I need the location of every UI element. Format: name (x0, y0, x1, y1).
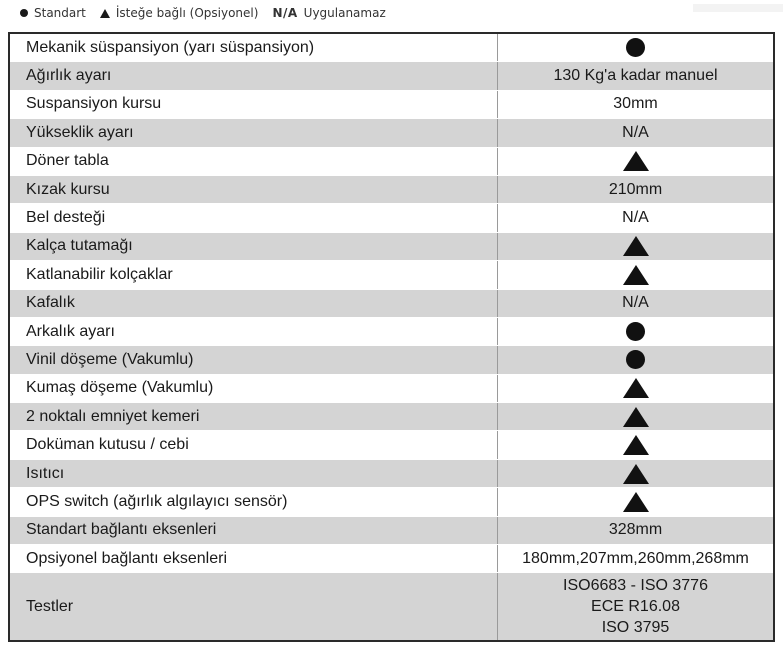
table-row (10, 119, 773, 147)
row-value-text: N/A (622, 123, 649, 141)
triangle-icon (100, 9, 110, 18)
standard-circle-icon (626, 322, 645, 341)
row-label: OPS switch (ağırlık algılayıcı sensör) (10, 488, 498, 515)
row-label: Ağırlık ayarı (10, 62, 498, 89)
table-row (10, 176, 773, 204)
table-row (10, 261, 773, 289)
row-value (498, 403, 773, 430)
spec-table (8, 32, 775, 642)
row-label: Katlanabilir kolçaklar (10, 261, 498, 288)
table-row (10, 488, 773, 516)
table-row (10, 431, 773, 459)
table-row (10, 290, 773, 318)
row-value-line: ISO 3795 (601, 619, 670, 637)
legend-divider (693, 4, 783, 12)
row-value (498, 290, 773, 317)
row-value (498, 460, 773, 487)
table-row (10, 403, 773, 431)
optional-triangle-icon (623, 378, 649, 398)
row-label: Döner tabla (10, 148, 498, 175)
table-row (10, 517, 773, 545)
row-label: Kızak kursu (10, 176, 498, 203)
row-label: Kumaş döşeme (Vakumlu) (10, 375, 498, 402)
row-value-text: N/A (622, 209, 649, 227)
row-value-text: 210mm (608, 180, 663, 198)
row-label: Mekanik süspansiyon (yarı süspansiyon) (10, 34, 498, 61)
row-value (498, 318, 773, 345)
row-label: Suspansiyon kursu (10, 91, 498, 118)
legend-standard (20, 6, 86, 20)
row-label: Yükseklik ayarı (10, 119, 498, 146)
row-value (498, 233, 773, 260)
legend-optional (100, 6, 259, 20)
row-value (498, 204, 773, 231)
row-label: Vinil döşeme (Vakumlu) (10, 346, 498, 373)
circle-icon (20, 9, 28, 17)
optional-triangle-icon (623, 236, 649, 256)
row-label: Bel desteği (10, 204, 498, 231)
row-label: 2 noktalı emniyet kemeri (10, 403, 498, 430)
legend-na-key: N/A (272, 6, 298, 20)
row-value (498, 34, 773, 61)
table-row (10, 573, 773, 640)
row-value-text: 130 Kg'a kadar manuel (553, 67, 718, 85)
row-value (498, 488, 773, 515)
optional-triangle-icon (623, 151, 649, 171)
table-row (10, 91, 773, 119)
row-value (498, 148, 773, 175)
table-row (10, 204, 773, 232)
row-value-text: 328mm (608, 521, 663, 539)
row-value (498, 176, 773, 203)
row-label: Arkalık ayarı (10, 318, 498, 345)
table-row (10, 62, 773, 90)
table-row (10, 318, 773, 346)
row-value (498, 545, 773, 572)
row-label: Opsiyonel bağlantı eksenleri (10, 545, 498, 572)
legend-standard-label: Standart (34, 6, 86, 20)
table-row (10, 34, 773, 62)
row-value (498, 517, 773, 544)
row-value (498, 62, 773, 89)
row-value-text: 30mm (613, 95, 658, 113)
optional-triangle-icon (623, 435, 649, 455)
standard-circle-icon (626, 350, 645, 369)
row-value-line: ISO6683 - ISO 3776 (563, 577, 708, 595)
table-row (10, 148, 773, 176)
row-label: Doküman kutusu / cebi (10, 431, 498, 458)
table-row (10, 233, 773, 261)
row-value (498, 91, 773, 118)
row-value-text: N/A (622, 294, 649, 312)
row-value (498, 261, 773, 288)
row-value-text: 180mm,207mm,260mm,268mm (522, 549, 749, 567)
row-value (498, 431, 773, 458)
standard-circle-icon (626, 38, 645, 57)
optional-triangle-icon (623, 265, 649, 285)
row-value (498, 119, 773, 146)
table-row (10, 545, 773, 573)
row-label: Testler (10, 573, 498, 640)
legend-optional-label: İsteğe bağlı (Opsiyonel) (115, 6, 259, 20)
optional-triangle-icon (623, 407, 649, 427)
table-row (10, 460, 773, 488)
row-label: Isıtıcı (10, 460, 498, 487)
row-label: Kalça tutamağı (10, 233, 498, 260)
legend-na-label: Uygulanamaz (303, 6, 386, 20)
row-value (498, 346, 773, 373)
row-value-line: ECE R16.08 (591, 598, 680, 616)
table-row (10, 346, 773, 374)
row-value (498, 375, 773, 402)
optional-triangle-icon (623, 464, 649, 484)
row-label: Standart bağlantı eksenleri (10, 517, 498, 544)
optional-triangle-icon (623, 492, 649, 512)
legend (20, 4, 400, 22)
legend-na (272, 6, 385, 20)
row-value (498, 573, 773, 640)
table-row (10, 375, 773, 403)
row-label: Kafalık (10, 290, 498, 317)
